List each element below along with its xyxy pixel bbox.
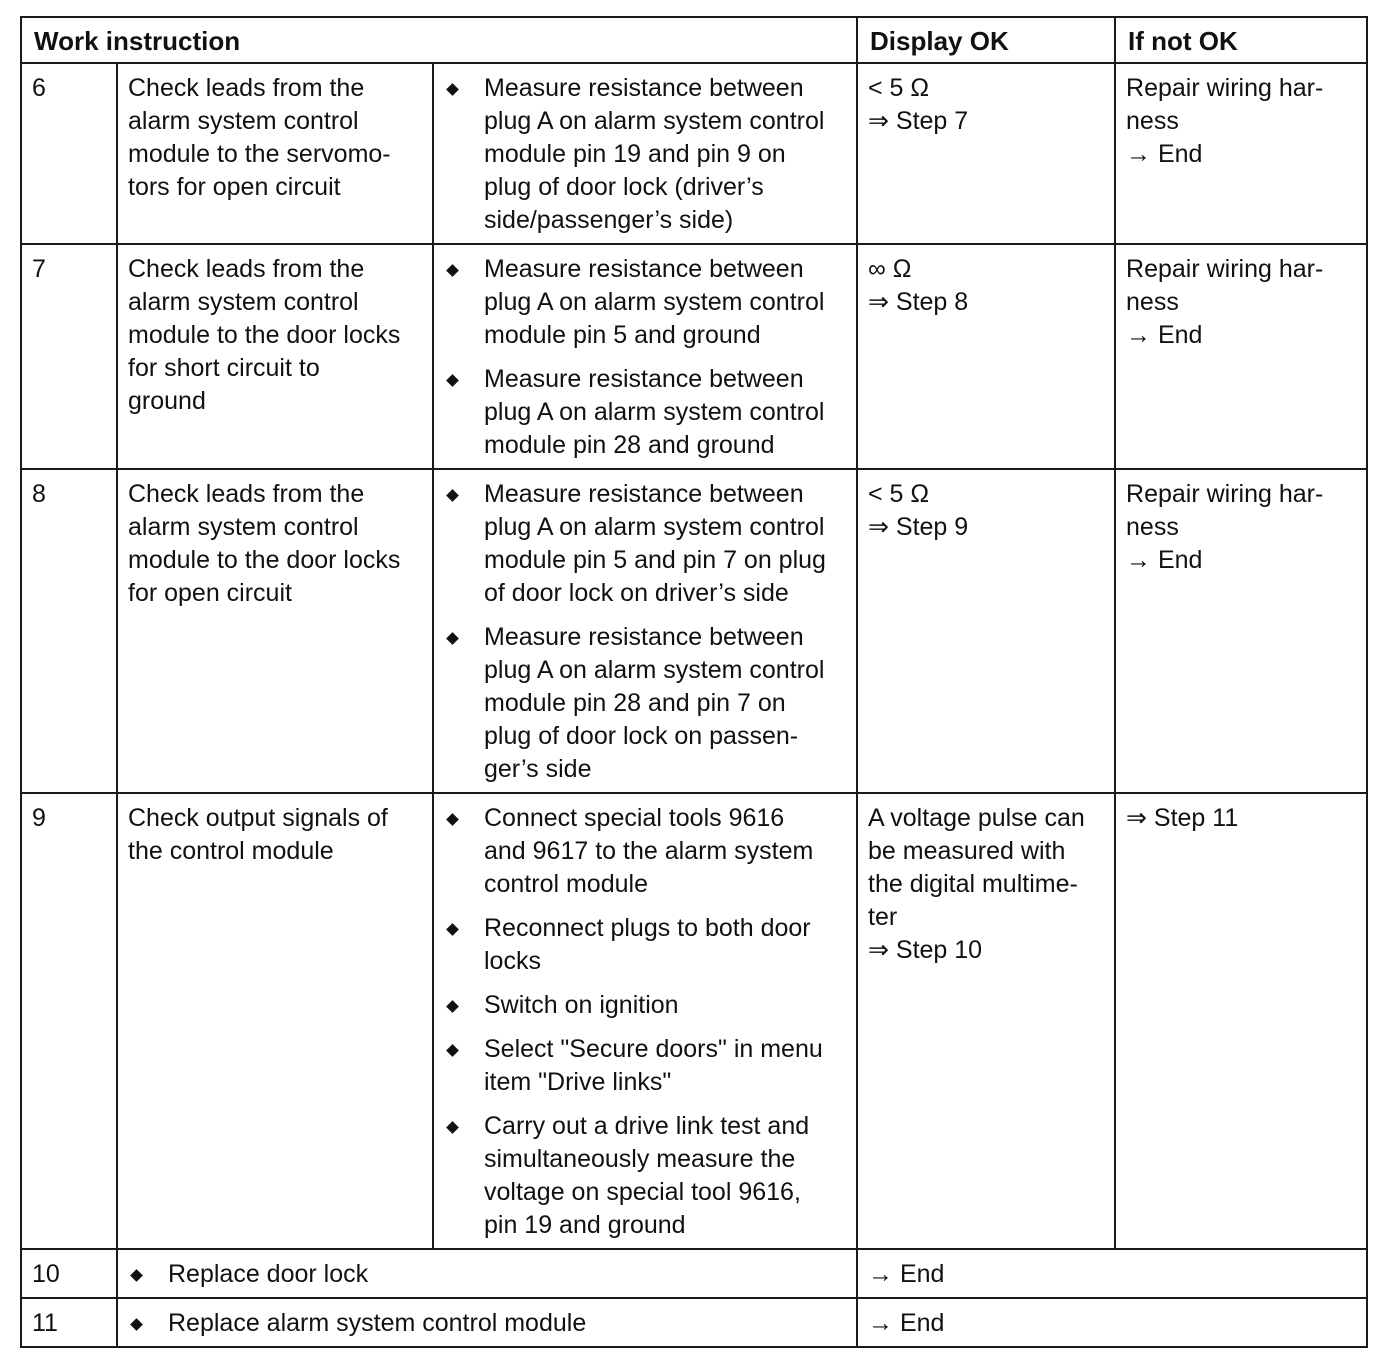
check-line: alarm system control: [128, 513, 359, 541]
if-not-ok-line: Repair wiring har-: [1126, 255, 1324, 283]
check-line: tors for open circuit: [128, 173, 341, 201]
check-line: Check leads from the: [128, 74, 365, 102]
display-ok-line: ⇒ Step 9: [868, 513, 969, 541]
measure-line: ger’s side: [484, 755, 592, 783]
action-text: Replace door lock: [168, 1260, 369, 1288]
bullet-icon: [446, 1121, 459, 1134]
display-ok-line: be measured with: [868, 837, 1066, 865]
measure-line: module pin 19 and pin 9 on: [484, 140, 786, 168]
check-cell: [117, 63, 433, 244]
measure-line: module pin 5 and pin 7 on plug: [484, 546, 826, 574]
check-cell: [117, 793, 433, 1249]
measure-line: Reconnect plugs to both door: [484, 914, 811, 942]
display-ok-line: < 5 Ω: [868, 74, 930, 102]
if-not-ok-cell: [1115, 793, 1367, 1249]
if-not-ok-line: ⇒ Step 11: [1126, 804, 1239, 832]
bullet-icon: [446, 632, 459, 645]
measure-list: [444, 72, 846, 237]
if-not-ok-line: ness: [1126, 107, 1179, 135]
bullet-icon: [446, 923, 459, 936]
measure-cell: [433, 244, 857, 469]
step-number: 6: [21, 63, 117, 244]
display-ok-header: Display OK: [857, 17, 1115, 63]
if-not-ok-cell: [1115, 244, 1367, 469]
measure-line: of door lock on driver’s side: [484, 579, 789, 607]
measure-line: Measure resistance between: [484, 623, 804, 651]
display-ok-line: ∞ Ω: [868, 255, 912, 283]
measure-line: plug A on alarm system control: [484, 398, 825, 426]
measure-list: [444, 802, 846, 1242]
measure-item: [444, 363, 846, 462]
if-not-ok-line: Repair wiring har-: [1126, 480, 1324, 508]
measure-line: Measure resistance between: [484, 255, 804, 283]
check-line: alarm system control: [128, 107, 359, 135]
display-ok-line: ⇒ Step 7: [868, 107, 969, 135]
if-not-ok-line: → End: [1126, 140, 1203, 168]
measure-item: [444, 912, 846, 978]
measure-item: [444, 1110, 846, 1242]
if-not-ok-line: → End: [1126, 546, 1203, 574]
measure-item: [444, 802, 846, 901]
check-line: for short circuit to: [128, 354, 320, 382]
if-not-ok-line: Repair wiring har-: [1126, 74, 1324, 102]
measure-cell: [433, 793, 857, 1249]
display-ok-line: ter: [868, 903, 898, 931]
measure-line: and 9617 to the alarm system: [484, 837, 814, 865]
measure-line: Measure resistance between: [484, 480, 804, 508]
step-number: 11: [21, 1298, 117, 1347]
measure-item: [444, 621, 846, 786]
if-not-ok-line: ness: [1126, 288, 1179, 316]
check-line: module to the servomo-: [128, 140, 391, 168]
bullet-icon: [446, 813, 459, 826]
work-instruction-header: Work instruction: [21, 17, 857, 63]
measure-cell: [433, 63, 857, 244]
check-line: Check output signals of: [128, 804, 388, 832]
if-not-ok-line: → End: [1126, 321, 1203, 349]
measure-cell: [433, 469, 857, 793]
check-line: alarm system control: [128, 288, 359, 316]
result-cell: → End: [857, 1298, 1367, 1347]
measure-line: plug A on alarm system control: [484, 288, 825, 316]
table-row-10: [21, 1249, 1367, 1298]
bullet-icon: [446, 83, 459, 96]
check-line: Check leads from the: [128, 480, 365, 508]
display-ok-cell: [857, 63, 1115, 244]
display-ok-line: < 5 Ω: [868, 480, 930, 508]
measure-line: Connect special tools 9616: [484, 804, 785, 832]
bullet-icon: [446, 1044, 459, 1057]
table-row-8: [21, 469, 1367, 793]
measure-line: plug A on alarm system control: [484, 107, 825, 135]
measure-line: module pin 28 and ground: [484, 431, 775, 459]
if-not-ok-cell: [1115, 469, 1367, 793]
measure-line: Measure resistance between: [484, 74, 804, 102]
measure-list: [444, 253, 846, 462]
measure-line: plug of door lock (driver’s: [484, 173, 764, 201]
result-cell: → End: [857, 1249, 1367, 1298]
measure-line: side/passenger’s side): [484, 206, 734, 234]
measure-line: Carry out a drive link test and: [484, 1112, 810, 1140]
display-ok-cell: [857, 469, 1115, 793]
measure-line: plug A on alarm system control: [484, 513, 825, 541]
check-line: Check leads from the: [128, 255, 365, 283]
display-ok-line: the digital multime-: [868, 870, 1078, 898]
measure-item: [444, 72, 846, 237]
check-cell: [117, 244, 433, 469]
measure-line: locks: [484, 947, 541, 975]
check-line: module to the door locks: [128, 546, 401, 574]
check-line: the control module: [128, 837, 334, 865]
measure-line: Measure resistance between: [484, 365, 804, 393]
measure-item: [444, 253, 846, 352]
table-row-9: [21, 793, 1367, 1249]
measure-line: simultaneously measure the: [484, 1145, 796, 1173]
check-line: module to the door locks: [128, 321, 401, 349]
display-ok-line: ⇒ Step 10: [868, 936, 983, 964]
measure-item: [444, 1033, 846, 1099]
display-ok-line: ⇒ Step 8: [868, 288, 969, 316]
bullet-icon: [446, 1000, 459, 1013]
bullet-icon: [446, 264, 459, 277]
header-row: [21, 17, 1367, 63]
step-number: 9: [21, 793, 117, 1249]
work-instruction-table: [20, 16, 1368, 1348]
measure-line: Select "Secure doors" in menu: [484, 1035, 823, 1063]
display-ok-cell: [857, 244, 1115, 469]
table-row-11: [21, 1298, 1367, 1347]
step-number: 8: [21, 469, 117, 793]
check-line: ground: [128, 387, 206, 415]
measure-line: Switch on ignition: [484, 991, 679, 1019]
table-row-7: [21, 244, 1367, 469]
measure-line: control module: [484, 870, 648, 898]
action-text: Replace alarm system control module: [168, 1309, 587, 1337]
if-not-ok-line: ness: [1126, 513, 1179, 541]
check-cell: [117, 469, 433, 793]
action-cell: [117, 1249, 857, 1298]
bullet-icon: [130, 1269, 143, 1282]
action-cell: [117, 1298, 857, 1347]
measure-line: pin 19 and ground: [484, 1211, 686, 1239]
measure-line: module pin 5 and ground: [484, 321, 761, 349]
measure-line: plug A on alarm system control: [484, 656, 825, 684]
measure-item: [444, 989, 846, 1022]
bullet-icon: [446, 374, 459, 387]
measure-line: voltage on special tool 9616,: [484, 1178, 801, 1206]
if-not-ok-cell: [1115, 63, 1367, 244]
check-line: for open circuit: [128, 579, 292, 607]
table-row-6: [21, 63, 1367, 244]
if-not-ok-header: If not OK: [1115, 17, 1367, 63]
measure-line: module pin 28 and pin 7 on: [484, 689, 786, 717]
bullet-icon: [130, 1318, 143, 1331]
display-ok-line: A voltage pulse can: [868, 804, 1085, 832]
measure-list: [444, 478, 846, 786]
bullet-icon: [446, 489, 459, 502]
measure-line: item "Drive links": [484, 1068, 672, 1096]
step-number: 10: [21, 1249, 117, 1298]
display-ok-cell: [857, 793, 1115, 1249]
step-number: 7: [21, 244, 117, 469]
measure-line: plug of door lock on passen-: [484, 722, 799, 750]
measure-item: [444, 478, 846, 610]
